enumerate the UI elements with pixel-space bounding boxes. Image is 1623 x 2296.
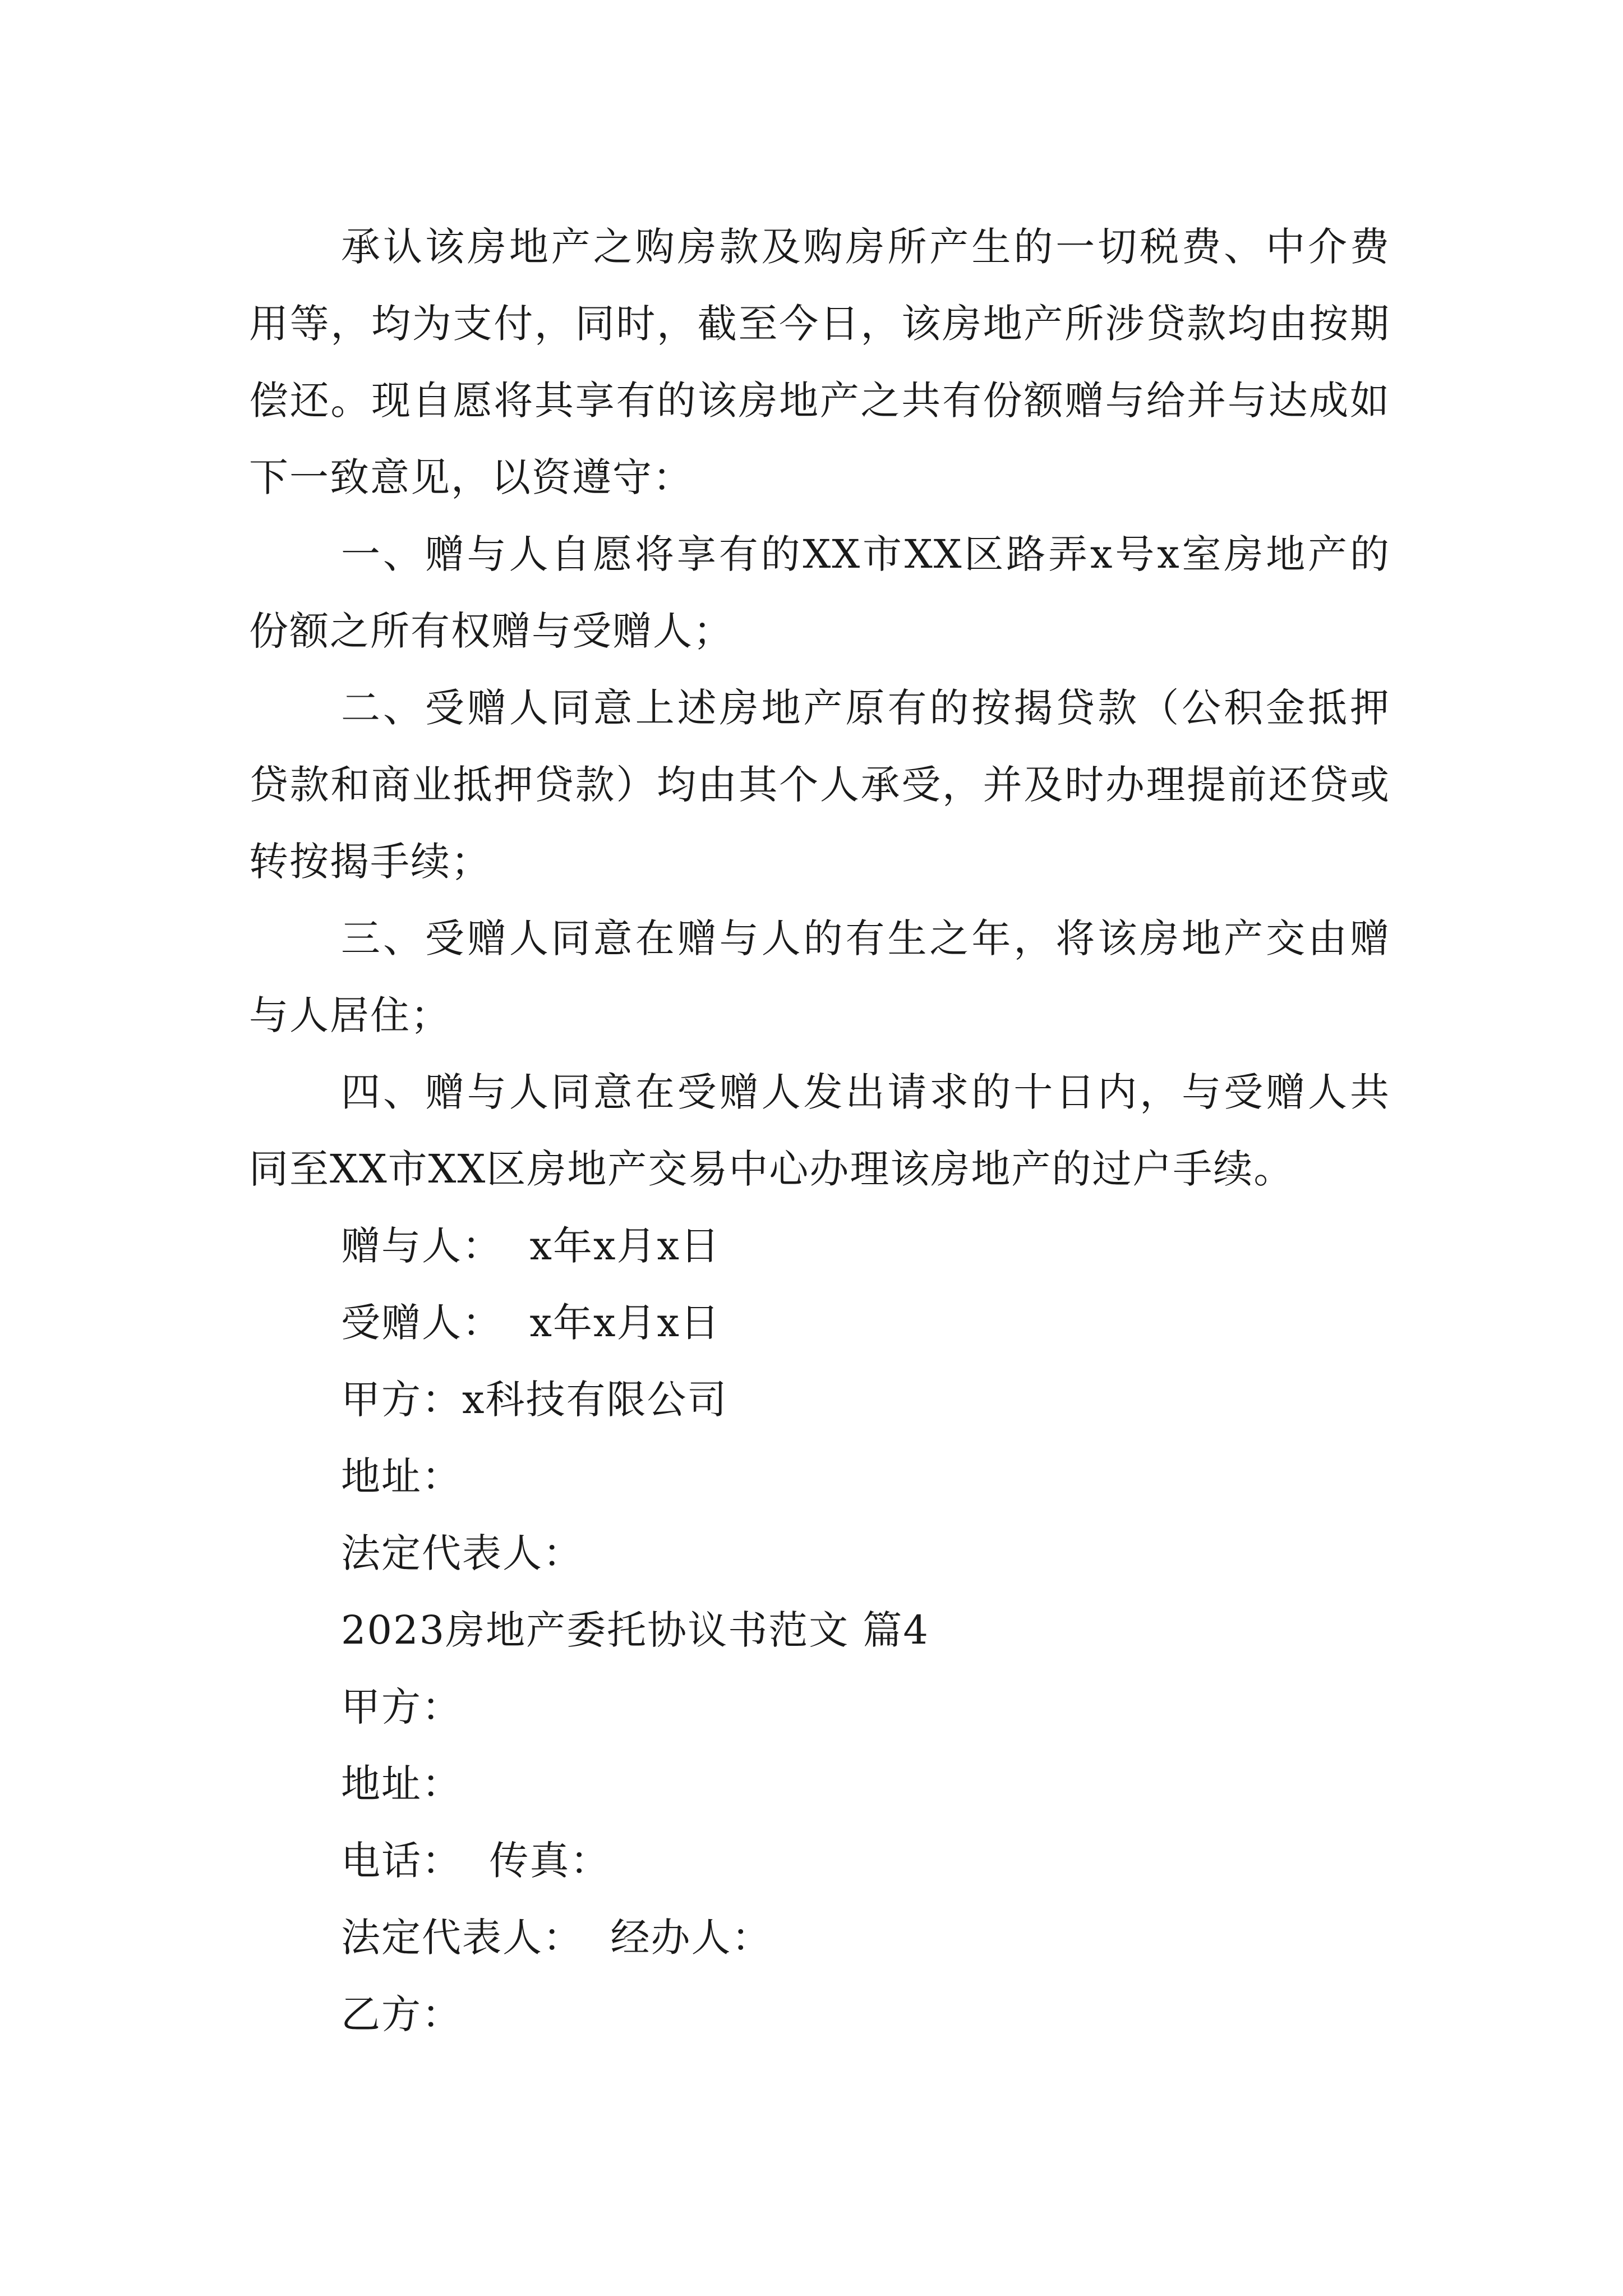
legal-representative-line: 法定代表人： <box>341 1530 583 1576</box>
party-a-company-line: 甲方：x科技有限公司 <box>341 1377 728 1423</box>
paragraph-clause-3: 三、受赠人同意在赠与人的有生之年，将该房地产交由赠与人居住； <box>249 915 1390 1038</box>
donee-signature-line: 受赠人： x年x月x日 <box>341 1300 721 1346</box>
section-heading: 2023房地产委托协议书范文 篇4 <box>341 1607 929 1653</box>
donor-signature-line: 赠与人： x年x月x日 <box>341 1223 721 1269</box>
address-line-2: 地址： <box>341 1761 462 1807</box>
phone-fax-line: 电话： 传真： <box>341 1838 611 1884</box>
document-body <box>249 209 1390 2053</box>
paragraph-clause-2: 二、受赠人同意上述房地产原有的按揭贷款（公积金抵押贷款和商业抵押贷款）均由其个人承受，并及时办理提前还贷或转按揭手续； <box>249 685 1390 885</box>
paragraph-clause-1: 一、赠与人自愿将享有的XX市XX区路弄x号x室房地产的份额之所有权赠与受赠人； <box>249 531 1390 654</box>
paragraph-clause-4: 四、赠与人同意在受赠人发出请求的十日内，与受赠人共同至XX市XX区房地产交易中心办理该房地产的过户手续。 <box>249 1069 1390 1192</box>
address-line: 地址： <box>341 1453 462 1499</box>
party-a-line: 甲方： <box>341 1684 462 1730</box>
party-b-line: 乙方： <box>341 1991 462 2037</box>
legal-representative-agent-line: 法定代表人： 经办人： <box>341 1915 772 1961</box>
paragraph-preamble: 承认该房地产之购房款及购房所产生的一切税费、中介费用等，均为支付，同时，截至今日，该房地产所涉贷款均由按期偿还。现自愿将其享有的该房地产之共有份额赠与给并与达成如下一致意见，以资遵守： <box>249 224 1390 500</box>
